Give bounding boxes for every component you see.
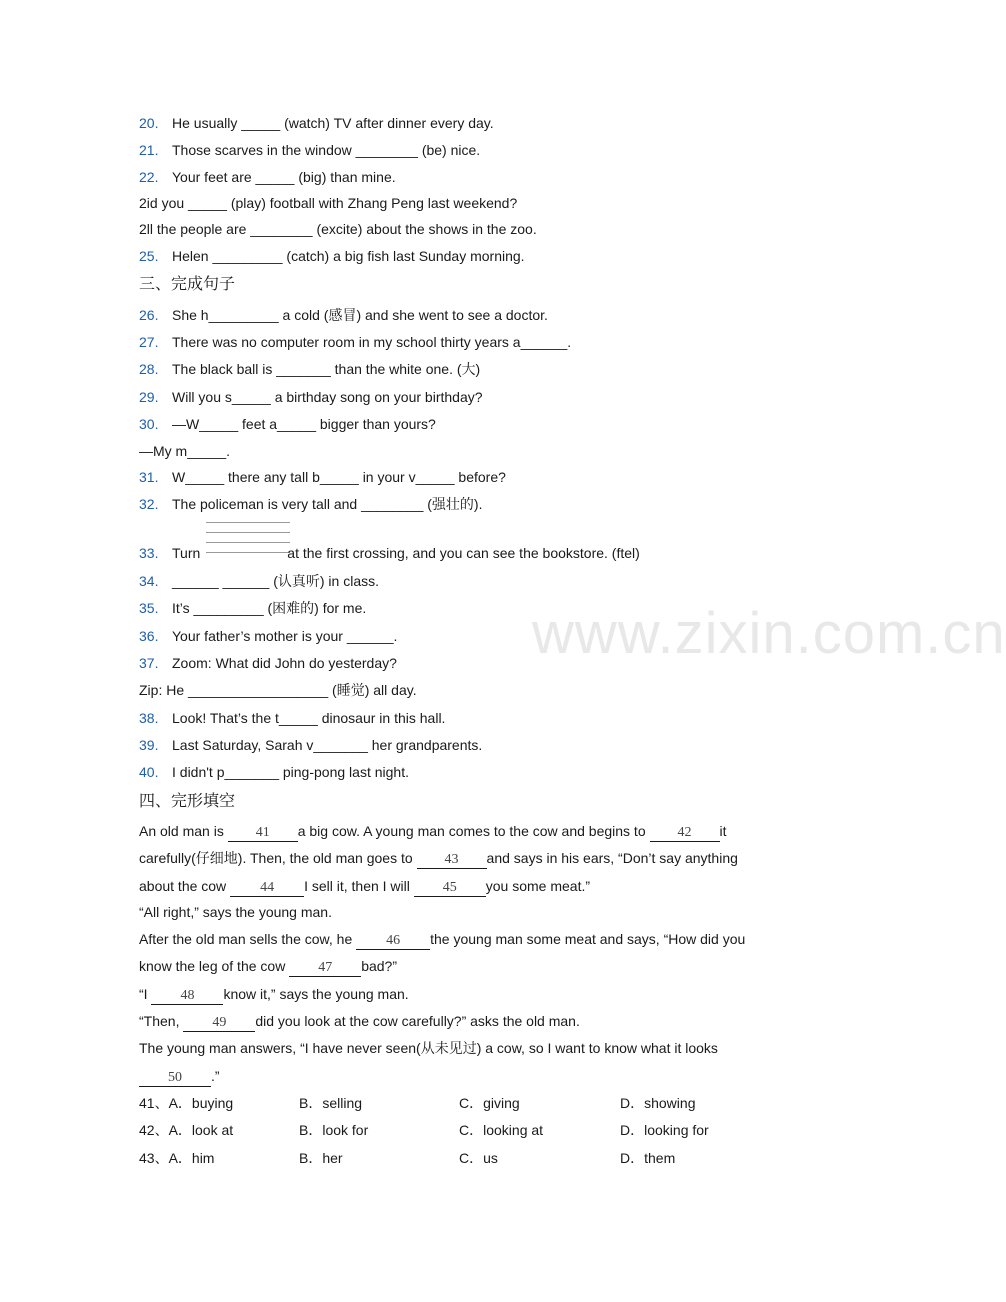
cloze-text: .” [211,1068,220,1084]
option-43-d: D．them [620,1150,676,1166]
cloze-line [139,848,738,868]
question-number: 21. [139,142,159,158]
answer-line [206,532,290,533]
cloze-blank-50: 50 [139,1069,211,1087]
question-text: at the first crossing, and you can see the bookstore. (ftel) [287,545,640,561]
cloze-text: The young man answers, “I have never seen(从未见过) a cow, so I want to know what it looks [139,1040,718,1056]
question-number: 22. [139,169,159,185]
option-41-b: B．selling [299,1095,363,1111]
question-text: Will you s_____ a birthday song on your birthday? [172,389,483,405]
question-text: 2ll the people are ________ (excite) about the shows in the zoo. [139,221,537,237]
question-37 [139,653,397,673]
cloze-blank-48: 48 [151,987,223,1005]
cloze-text: the young man some meat and says, “How did you [430,931,746,947]
question-number: 32. [139,496,159,512]
question-number: 35. [139,600,159,616]
cloze-text: An old man is [139,823,228,839]
question-text: ______ ______ (认真听) in class. [172,573,379,589]
cloze-blank-41: 41 [228,824,298,842]
question-text: Your father’s mother is your ______. [172,628,398,644]
cloze-line [139,956,397,976]
option-42-d: D．looking for [620,1122,709,1138]
question-36 [139,626,397,646]
question-38 [139,708,445,728]
question-text: It’s _________ (困难的) for me. [172,600,367,616]
question-number: 38. [139,710,159,726]
question-text: Last Saturday, Sarah v_______ her grandparents. [172,737,483,753]
question-text: There was no computer room in my school thirty years a______. [172,334,572,350]
question-text: I didn't p_______ ping-pong last night. [172,764,409,780]
question-28 [139,359,480,379]
cloze-text: know it,” says the young man. [223,986,409,1002]
question-34 [139,571,379,591]
question-30 [139,414,436,434]
question-number: 31. [139,469,159,485]
question-text: Look! That’s the t_____ dinosaur in this hall. [172,710,446,726]
question-number: 39. [139,737,159,753]
cloze-line [139,1066,220,1086]
section-heading-cloze: 四、完形填空 [139,791,236,810]
option-42-a: 42、A．look at [139,1122,234,1138]
cloze-line [139,1011,580,1031]
cloze-blank-42: 42 [650,824,720,842]
cloze-text: you some meat.” [485,878,591,894]
cloze-line [139,821,727,841]
question-23 [139,193,517,213]
cloze-line [139,929,745,949]
cloze-blank-44: 44 [230,879,304,897]
question-number: 37. [139,655,159,671]
cloze-line [139,984,409,1004]
option-42-b: B．look for [299,1122,369,1138]
question-number: 27. [139,334,159,350]
option-43-c: C．us [459,1150,498,1166]
cloze-blank-43: 43 [417,851,487,869]
option-41-d: D．showing [620,1095,696,1111]
question-number: 28. [139,361,159,377]
question-number: 25. [139,248,159,264]
question-text: —My m_____. [139,443,231,459]
section-heading-complete-sentences: 三、完成句子 [139,274,236,293]
question-40 [139,762,409,782]
question-27 [139,332,571,352]
cloze-text: it [719,823,727,839]
cloze-line [139,1038,718,1058]
cloze-blank-45: 45 [414,879,486,897]
question-number: 40. [139,764,159,780]
question-24 [139,219,537,239]
question-33 [139,543,640,563]
question-text: Helen _________ (catch) a big fish last Sunday morning. [172,248,525,264]
question-text: Those scarves in the window ________ (be) nice. [172,142,481,158]
question-32 [139,494,482,514]
watermark: www.zixin.com.cn [532,601,1006,666]
question-35 [139,598,366,618]
question-text: Zoom: What did John do yesterday? [172,655,397,671]
question-number: 30. [139,416,159,432]
question-37-answer [139,680,417,700]
cloze-text: bad?” [361,958,398,974]
question-31 [139,467,506,487]
question-text: He usually _____ (watch) TV after dinner every day. [172,115,494,131]
cloze-blank-49: 49 [183,1014,255,1032]
cloze-line [139,876,590,896]
cloze-text: know the leg of the cow [139,958,290,974]
question-20 [139,113,494,133]
question-text: Turn [172,545,201,561]
question-text: W_____ there any tall b_____ in your v_____ before? [172,469,506,485]
option-42-c: C．looking at [459,1122,544,1138]
cloze-blank-46: 46 [356,932,430,950]
question-text: 2id you _____ (play) football with Zhang Peng last weekend? [139,195,518,211]
question-26 [139,305,548,325]
question-21 [139,140,480,160]
cloze-text: a big cow. A young man comes to the cow and begins to [297,823,650,839]
option-41-a: 41、A．buying [139,1095,234,1111]
question-text: The policeman is very tall and ________ (强壮的). [172,496,483,512]
question-29 [139,387,483,407]
cloze-line [139,902,332,922]
question-22 [139,167,396,187]
cloze-blank-47: 47 [289,959,361,977]
cloze-text: and says in his ears, “Don’t say anything [486,850,738,866]
cloze-text: After the old man sells the cow, he [139,931,357,947]
option-43-b: B．her [299,1150,343,1166]
question-number: 26. [139,307,159,323]
cloze-text: carefully(仔细地). Then, the old man goes to [139,850,417,866]
question-30-answer-line [139,441,230,461]
question-text: She h_________ a cold (感冒) and she went to see a doctor. [172,307,548,323]
question-25 [139,246,525,266]
cloze-text: about the cow [139,878,231,894]
question-number: 36. [139,628,159,644]
cloze-text: did you look at the cow carefully?” asks the old man. [255,1013,580,1029]
question-number: 33. [139,545,159,561]
option-43-a: 43、A．him [139,1150,215,1166]
option-41-c: C．giving [459,1095,520,1111]
question-text: —W_____ feet a_____ bigger than yours? [172,416,436,432]
question-text: Your feet are _____ (big) than mine. [172,169,396,185]
cloze-text: “Then, [139,1013,184,1029]
cloze-text: “All right,” says the young man. [139,904,332,920]
question-number: 29. [139,389,159,405]
cloze-text: “I [139,986,152,1002]
question-number: 20. [139,115,159,131]
question-text: The black ball is _______ than the white one. (大) [172,361,481,377]
answer-line [206,522,290,523]
question-number: 34. [139,573,159,589]
cloze-text: I sell it, then I will [304,878,414,894]
question-text: Zip: He __________________ (睡觉) all day. [139,682,417,698]
question-39 [139,735,482,755]
